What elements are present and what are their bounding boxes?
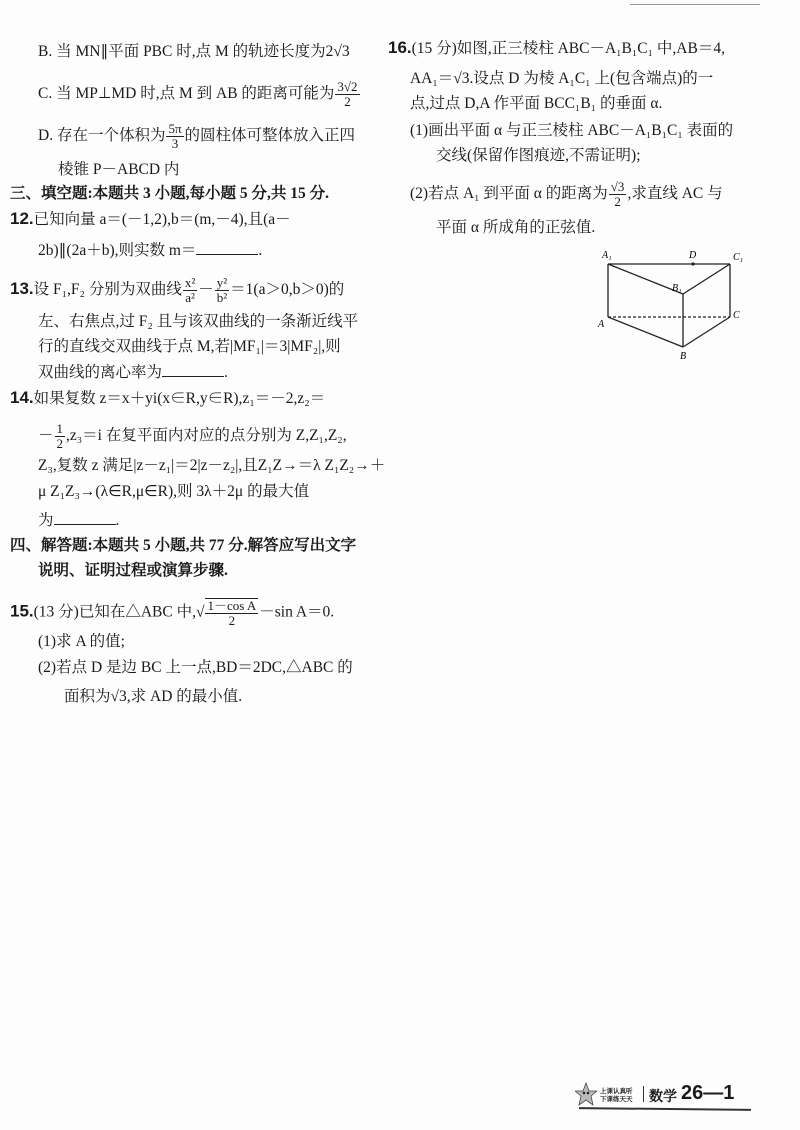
fraction (183, 276, 197, 305)
fraction (215, 276, 229, 305)
denominator: 2 (614, 194, 621, 209)
edge-bc (683, 317, 730, 347)
question-15-part-2-cont: 面积为√3,求 AD 的最小值. (64, 688, 243, 705)
numerator: 3√2 (337, 79, 358, 94)
numerator: 1－cos A (207, 598, 257, 613)
question-13-cont: 左、右焦点,过 F₂ 且与该双曲线的一条渐近线平 (38, 313, 359, 330)
star-mascot-icon (575, 1082, 597, 1108)
label-a: A (598, 319, 605, 330)
denominator: 2 (228, 613, 236, 628)
text: 双曲线的离心率为 (38, 364, 163, 381)
question-number: 12. (10, 209, 34, 228)
answer-blank (162, 362, 224, 377)
question-15 (10, 598, 334, 628)
question-14-cont: Z₃,复数 z 满足|z－z₁|＝2|z－z₂|,且Z₁Z→＝λ Z₁Z₂→＋ (38, 457, 386, 474)
answer-blank (196, 240, 258, 255)
question-13-cont: 双曲线的离心率为 . (38, 364, 228, 381)
text: (13 分)已知在△ABC 中,√ (33, 603, 205, 621)
text: 为 (38, 512, 54, 529)
fraction (205, 598, 258, 628)
section-4-heading-cont: 说明、证明过程或演算步骤. (38, 562, 228, 579)
question-15-part-2: (2)若点 D 是边 BC 上一点,BD＝2DC,△ABC 的 (38, 659, 353, 676)
label-c: C (733, 310, 740, 321)
label-b: B (680, 351, 687, 362)
denominator: 3 (171, 136, 179, 151)
numerator: x² (184, 275, 196, 290)
text: 如果复数 z＝x＋yi(x∈R,y∈R),z₁＝－2,z₂＝ (33, 390, 326, 407)
question-14 (10, 388, 325, 409)
q11-option-b: B. 当 MN∥平面 PBC 时,点 M 的轨迹长度为2√3 (38, 43, 350, 60)
label-b1: B₁ (672, 283, 682, 294)
question-16-part-2-cont: 平面 α 所成角的正弦值. (436, 219, 596, 236)
fraction (55, 422, 66, 451)
question-number: 13. (10, 279, 34, 299)
label-c1: C₁ (733, 252, 744, 263)
denominator: b² (216, 290, 228, 305)
text: 2b)∥(2a＋b),则实数 m＝ (38, 242, 197, 259)
text: (15 分)如图,正三棱柱 ABC－A₁B₁C₁ 中,AB＝4, (411, 40, 725, 57)
fraction (166, 122, 183, 151)
top-rule (630, 4, 760, 5)
question-16-part-2 (410, 180, 723, 209)
text: D. 存在一个体积为 (38, 127, 166, 145)
divider (643, 1086, 644, 1102)
question-16-cont: AA₁＝√3.设点 D 为棱 A₁C₁ 上(包含端点)的一 (410, 70, 714, 87)
numerator: √3 (610, 179, 625, 194)
fraction (609, 180, 627, 209)
question-12 (10, 209, 291, 230)
edge-b1c1 (683, 264, 730, 294)
question-13-cont: 行的直线交双曲线于点 M,若|MF₁|＝3|MF₂|,则 (38, 338, 341, 355)
text: ,求直线 AC 与 (627, 185, 723, 203)
text: －sin A＝0. (259, 603, 335, 621)
question-12-cont: 2b)∥(2a＋b),则实数 m＝ . (38, 242, 263, 259)
text: 已知向量 a＝(－1,2),b＝(m,－4),且(a－ (33, 211, 291, 228)
question-15-part-1: (1)求 A 的值; (38, 633, 125, 650)
subject-label: 数学 (649, 1088, 677, 1104)
question-16 (388, 38, 725, 59)
page-footer (575, 1080, 755, 1120)
section-3-heading: 三、填空题:本题共 3 小题,每小题 5 分,共 15 分. (10, 185, 330, 202)
fraction (335, 80, 359, 109)
question-number: 14. (10, 388, 34, 407)
edge-ab (608, 317, 683, 347)
question-16-part-1: (1)画出平面 α 与正三棱柱 ABC－A₁B₁C₁ 表面的 (410, 122, 734, 139)
question-14-cont: μ Z₁Z₃→(λ∈R,μ∈R),则 3λ＋2μ 的最大值 (38, 483, 310, 500)
page-number: 26—1 (681, 1082, 735, 1104)
q11-option-c-text: C. 当 MP⊥MD 时,点 M 到 AB 的距离可能为 (38, 85, 335, 103)
label-d: D (689, 250, 697, 261)
logo-slogan: 上课认真听 下课练天天 (600, 1088, 633, 1103)
denominator: a² (185, 290, 195, 305)
question-14-cont: － $\frac{1}{2}$ ,z₃＝i 在复平面内对应的点分别为 Z,Z₁,Z₂, (38, 421, 347, 451)
text: ＝1(a＞0,b＞0)的 (230, 281, 345, 299)
question-14-cont: 为 . (38, 512, 120, 529)
question-number: 16. (388, 38, 412, 57)
point-d (691, 262, 694, 265)
label-a1: A₁ (602, 250, 612, 261)
text: 设 F₁,F₂ 分别为双曲线 (33, 281, 182, 299)
question-13: 13.设 F₁,F₂ 分别为双曲线 $\frac{\text{x²}}{\text{a²}}$ － $\frac{\text{y²}}{\text{b²}}$ ＝1(a＞0,b＞0)的 (10, 275, 345, 305)
numerator: 5π (168, 121, 182, 136)
q11-option-d-cont: 棱锥 P－ABCD 内 (58, 161, 180, 178)
q11-option-c (38, 80, 361, 109)
footer-rule (579, 1107, 751, 1111)
q11-option-d (38, 122, 355, 151)
text: 的圆柱体可整体放入正四 (184, 127, 356, 145)
prism-figure (590, 245, 760, 370)
question-number: 15. (10, 601, 34, 621)
text: ,z₃＝i 在复平面内对应的点分别为 Z,Z₁,Z₂, (66, 427, 347, 445)
answer-blank (54, 510, 116, 525)
numerator: 1 (56, 421, 64, 436)
denominator: 2 (344, 94, 351, 109)
question-16-cont: 点,过点 D,A 作平面 BCC₁B₁ 的垂面 α. (410, 95, 663, 112)
numerator: y² (216, 275, 228, 290)
section-4-heading: 四、解答题:本题共 5 小题,共 77 分.解答应写出文字 (10, 537, 357, 554)
question-16-part-1-cont: 交线(保留作图痕迹,不需证明); (436, 147, 641, 164)
text: (2)若点 A₁ 到平面 α 的距离为 (410, 185, 608, 203)
denominator: 2 (56, 436, 64, 451)
